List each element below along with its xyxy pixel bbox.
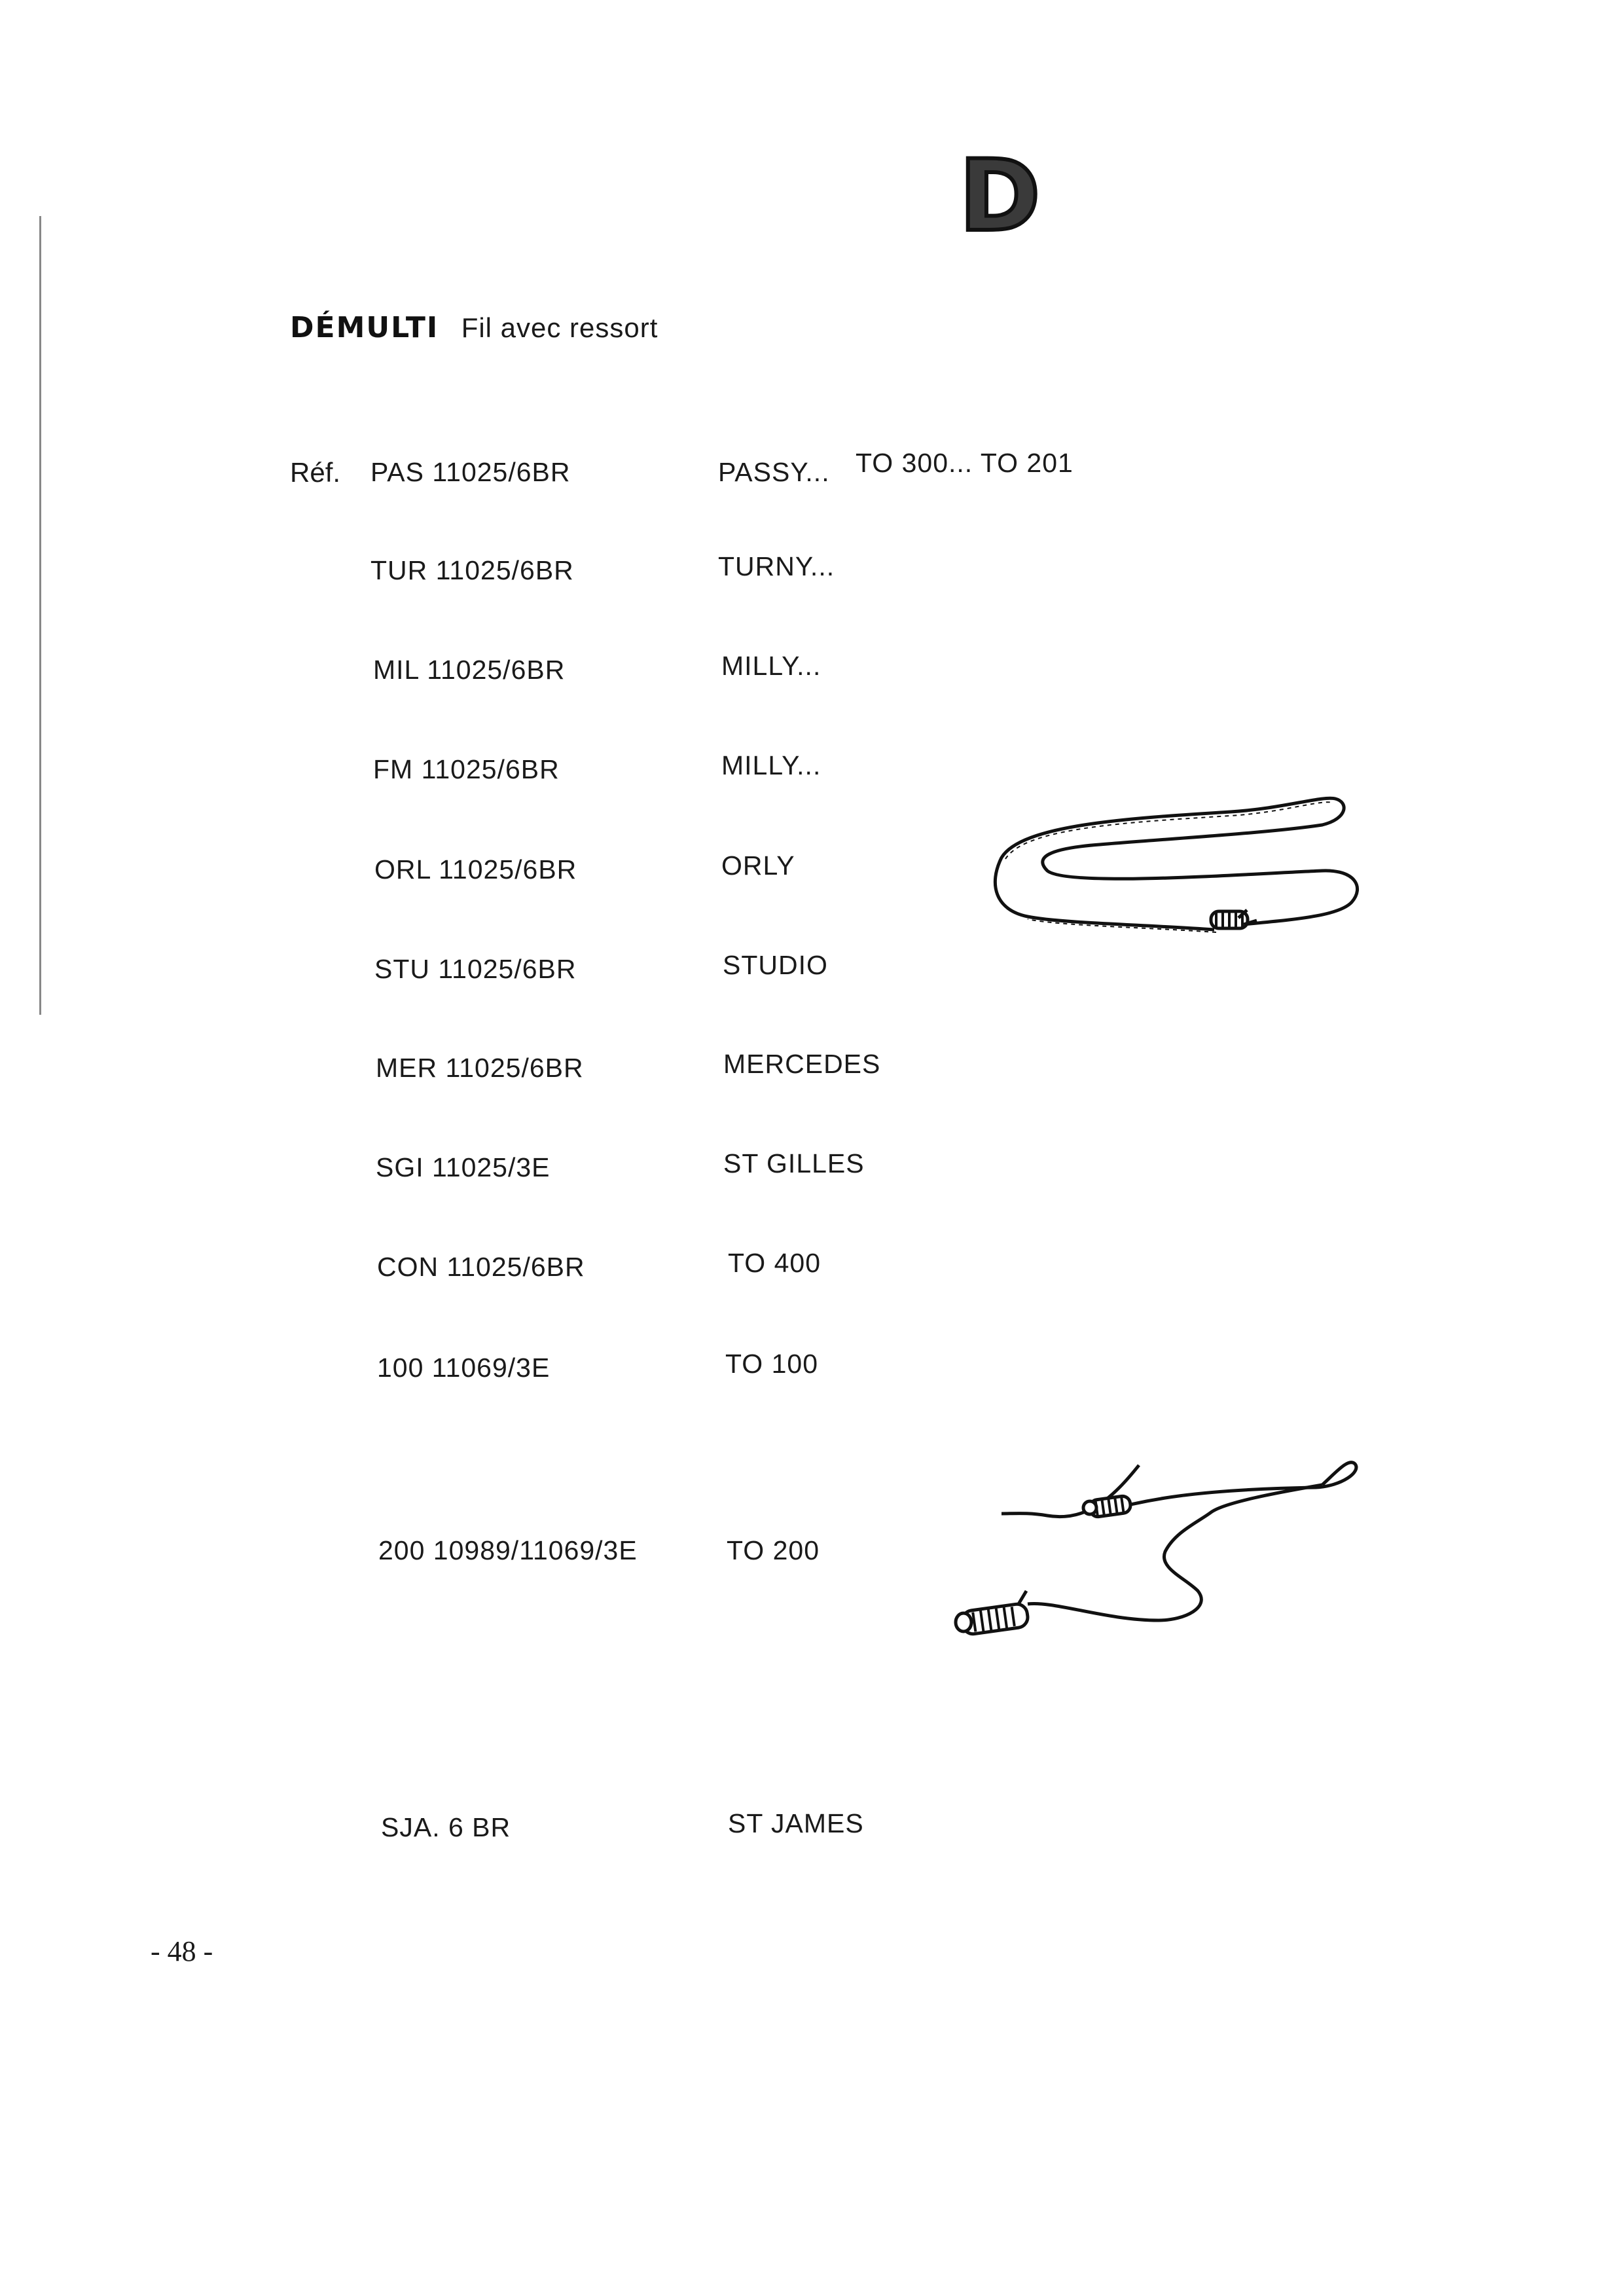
table-row — [0, 850, 1624, 894]
model-name: STUDIO — [723, 950, 828, 980]
ref-code: 100 11069/3E — [377, 1353, 550, 1383]
table-row — [0, 651, 1624, 694]
table-row — [0, 950, 1624, 993]
model-name: ORLY — [721, 850, 795, 881]
ref-code: FM 11025/6BR — [373, 754, 560, 784]
table-row — [0, 551, 1624, 594]
model-name: TURNY... — [718, 551, 835, 581]
model-name: MERCEDES — [723, 1049, 881, 1079]
model-name: MILLY... — [721, 750, 821, 780]
ref-code: PAS 11025/6BR — [370, 457, 571, 487]
ref-code: SGI 11025/3E — [376, 1152, 550, 1182]
ref-code: CON 11025/6BR — [377, 1252, 585, 1282]
model-name: ST JAMES — [728, 1808, 864, 1838]
model-extra: TO 300... TO 201 — [856, 448, 1074, 478]
model-name: TO 400 — [728, 1248, 821, 1278]
heading-subtitle: Fil avec ressort — [461, 312, 659, 343]
page-number: - 48 - — [151, 1935, 213, 1967]
model-name: MILLY... — [721, 651, 821, 681]
loop-wire-with-spring-icon — [982, 786, 1375, 943]
table-row — [0, 1349, 1624, 1392]
table-row — [0, 1148, 1624, 1192]
section-heading — [290, 311, 658, 344]
model-name: TO 200 — [727, 1535, 820, 1565]
ref-code: TUR 11025/6BR — [370, 555, 574, 585]
ref-code: SJA. 6 BR — [381, 1812, 511, 1842]
ref-code: STU 11025/6BR — [374, 954, 577, 984]
section-letter: D — [959, 139, 1041, 253]
table-row — [0, 1535, 1624, 1575]
model-name: TO 100 — [725, 1349, 818, 1379]
wire-with-two-springs-icon — [949, 1460, 1375, 1656]
model-name: ST GILLES — [723, 1148, 865, 1178]
margin-line — [39, 216, 41, 1015]
ref-code: MER 11025/6BR — [376, 1053, 584, 1083]
table-row — [0, 750, 1624, 793]
table-row — [0, 1049, 1624, 1092]
ref-code: 200 10989/11069/3E — [378, 1535, 638, 1565]
ref-prefix: Réf. — [290, 457, 341, 488]
table-row — [0, 448, 1624, 496]
model-name: PASSY... — [718, 457, 830, 487]
ref-code: MIL 11025/6BR — [373, 655, 566, 685]
ref-code: ORL 11025/6BR — [374, 854, 577, 884]
table-row — [0, 1808, 1624, 1851]
table-row — [0, 1248, 1624, 1291]
heading-title: DÉMULTI — [290, 311, 439, 344]
